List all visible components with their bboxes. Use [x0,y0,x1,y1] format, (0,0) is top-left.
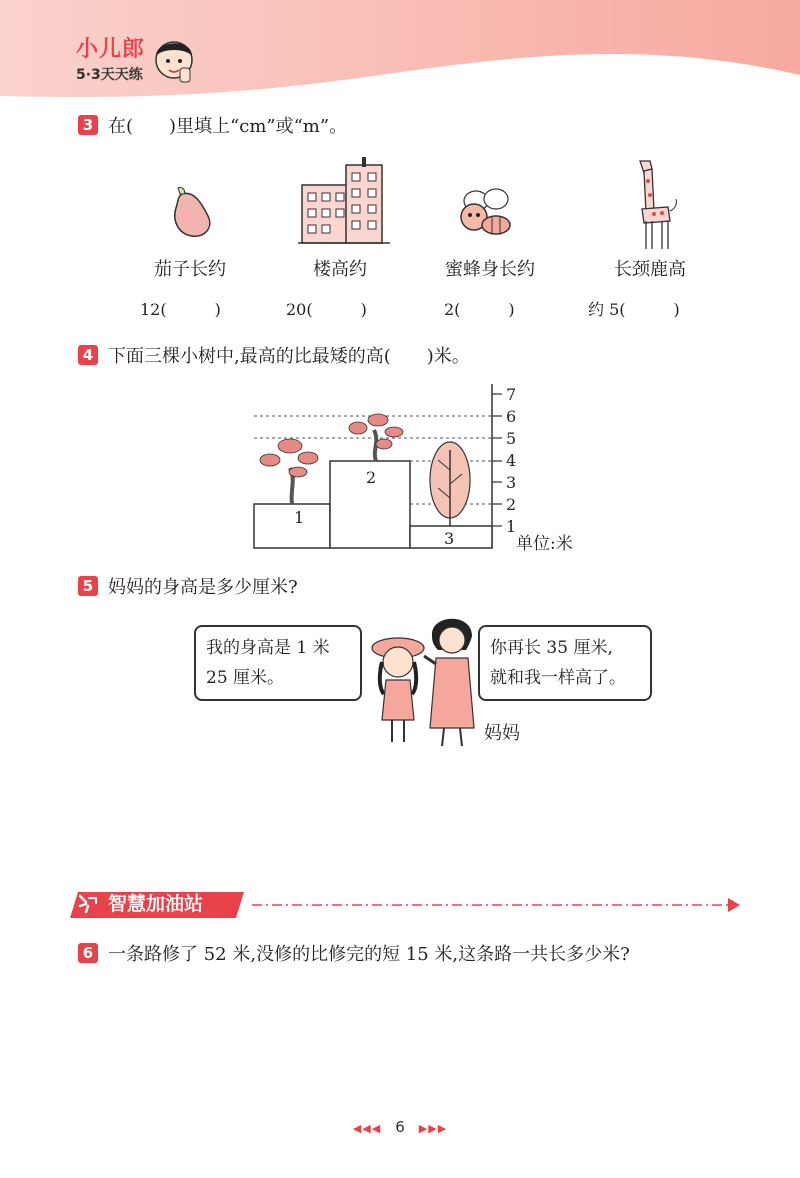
box-label-3: 3 [444,529,455,548]
axis-tick-5: 5 [506,429,517,448]
page-number: 6 [395,1118,405,1136]
section-title: 智慧加油站 [108,893,204,915]
mom-label: 妈妈 [484,723,520,744]
q3-answer-blank-3[interactable]: 2( ) [444,300,515,319]
axis-tick-2: 2 [506,495,517,514]
mom-speech-bubble [478,625,652,701]
question-3-text: 在( )里填上“cm”或“m”。 [108,116,348,137]
cheer-icon [76,892,100,916]
page-footer [0,1118,800,1136]
box-label-2: 2 [366,468,377,487]
next-arrows-icon: ▶▶▶ [418,1122,448,1135]
q3-caption-eggplant: 茄子长约 [154,259,226,280]
bee-icon [450,185,520,245]
q3-answer-blank-1[interactable]: 12( ) [140,300,221,319]
axis-tick-7: 7 [506,385,517,404]
eggplant-icon [160,180,220,240]
axis-tick-1: 1 [506,517,517,536]
question-6-text: 一条路修了 52 米,没修的比修完的短 15 米,这条路一共长多少米? [108,944,630,965]
mom-speech-line-2: 就和我一样高了。 [490,668,626,688]
question-5-text: 妈妈的身高是多少厘米? [108,577,298,598]
logo-subtitle: 5·3天天练 [76,67,143,83]
question-4-text: 下面三棵小树中,最高的比最矮的高( )米。 [108,346,470,367]
bonsai-tree-1-icon [260,439,318,504]
building-icon [298,155,390,247]
question-3-number: 3 [78,115,98,135]
axis-tick-4: 4 [506,451,517,470]
q3-caption-bee: 蜜蜂身长约 [445,259,535,280]
question-6-number: 6 [78,943,98,963]
mascot-boy-icon [150,34,198,86]
q3-answer-blank-4[interactable]: 约 5( ) [588,300,680,319]
axis-tick-3: 3 [506,473,517,492]
box-label-1: 1 [294,508,305,527]
unit-label: 单位:米 [516,534,573,554]
giraffe-icon [620,155,682,253]
girl-speech-bubble [194,625,362,701]
tree-3-icon [430,442,470,526]
logo-title: 小儿郎 [76,37,146,62]
prev-arrows-icon: ◀◀◀ [352,1122,382,1135]
q3-caption-giraffe: 长颈鹿高 [614,259,686,280]
girl-speech-line-1: 我的身高是 1 米 [206,638,330,658]
q3-answer-blank-2[interactable]: 20( ) [286,300,367,319]
mom-speech-line-1: 你再长 35 厘米, [490,638,613,658]
axis-tick-6: 6 [506,407,517,426]
q3-caption-building: 楼高约 [313,259,367,280]
tree-height-diagram [240,380,540,552]
girl-speech-line-2: 25 厘米。 [206,668,285,688]
mom-figure-icon [420,610,484,750]
question-5-number: 5 [78,576,98,596]
question-4-number: 4 [78,345,98,365]
